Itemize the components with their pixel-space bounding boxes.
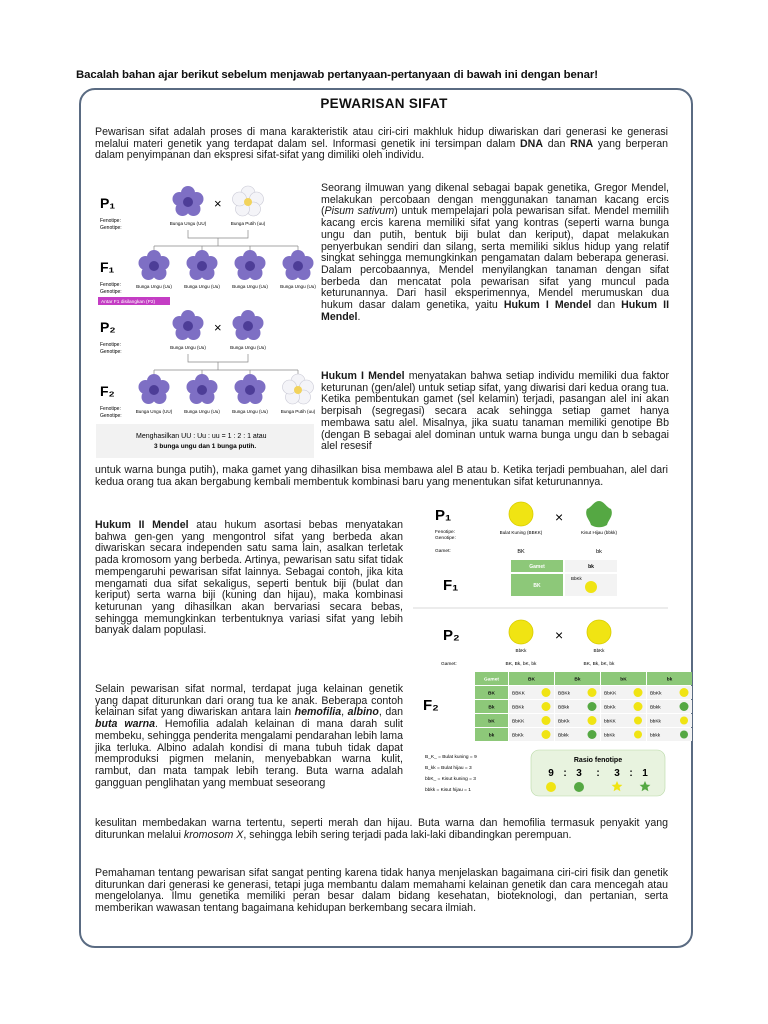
svg-text:BK: BK [533, 583, 541, 589]
seed-icon [588, 702, 597, 711]
grid-cell: bbkk [650, 733, 661, 739]
gamet-label: Gamet: [435, 549, 451, 554]
flower-purple-icon [139, 250, 170, 280]
grid-cell: BBKk [558, 691, 570, 697]
grid-header-cell: bK [620, 677, 627, 683]
grid-row-head: bk [488, 733, 495, 739]
svg-text:×: × [555, 627, 564, 643]
svg-text:Bunga Ungu (Uu): Bunga Ungu (Uu) [184, 409, 220, 414]
svg-text:Gamet:: Gamet: [441, 662, 457, 667]
svg-text:Bunga Ungu (Uu): Bunga Ungu (Uu) [232, 284, 268, 289]
svg-text:BbKk: BbKk [571, 576, 582, 581]
seed-icon [680, 717, 688, 725]
grid-cell: Bbkk [558, 733, 569, 739]
hukum1-paragraph: Hukum I Mendel menyatakan bahwa setiap individu memiliki dua faktor keturunan (gen/alel) untuk setiap sifat, yang diwarisi dari kedua orang tua. Ketika pembentukan gamet (sel kelamin) terjadi, pasangan alel ini akan berpisah (segregasi) secara acak sehingga setiap gamet hanya membawa satu alel. Misalnya, jika suatu tanaman memiliki genotipe Bb (dengan B sebagai alel dominan untuk warna bunga ungu dan b sebagai alel resesif [321, 370, 669, 453]
p1-label: P₁ [435, 507, 452, 524]
grid-cell: BBkk [558, 705, 570, 711]
seed-icon [680, 731, 688, 739]
seed-yellow-round-icon [509, 620, 533, 644]
seed-icon [542, 730, 551, 739]
grid-cell: BbKk [604, 705, 616, 711]
rasio-title: Rasio fenotipe [573, 757, 623, 764]
grid-row-head: BK [488, 691, 495, 697]
seed-icon [680, 688, 689, 697]
seed-yellow-round-icon [509, 502, 533, 526]
ratio-legend [425, 754, 477, 793]
svg-text:BK, Bk, bK, bk: BK, Bk, bK, bk [583, 662, 615, 667]
svg-text:9: 9 [548, 768, 554, 779]
flower-purple-icon [173, 186, 204, 216]
seed-icon [634, 717, 642, 725]
result-line2: 3 bunga ungu dan 1 bunga putih. [154, 443, 257, 450]
flower-purple-icon [187, 250, 218, 280]
svg-text:×: × [214, 320, 222, 335]
f1-label: F₁ [443, 577, 459, 594]
svg-text:bk: bk [588, 564, 594, 570]
f2-label: F₂ [423, 697, 439, 714]
f2-label: F₂ [100, 383, 115, 399]
svg-text:Genotipe:: Genotipe: [100, 349, 122, 355]
svg-text:Bunga Ungu (Uu): Bunga Ungu (Uu) [230, 345, 266, 350]
seed-green-round-icon [574, 782, 584, 792]
seed-icon [588, 716, 597, 725]
grid-cell: BbKk [512, 733, 524, 739]
grid-cell: Bbkk [650, 705, 661, 711]
svg-text::: : [596, 768, 600, 779]
intro-paragraph: Pewarisan sifat adalah proses di mana karakteristik atau ciri-ciri makhluk hidup diwariskan dari generasi ke generasi melalui materi genetik yang terdapat dalam sel. Informasi genetik ini tersimpan dalam DNA dan RNA yang berperan dalam penyimpanan dan ekspresi sifat-sifat yang dimiliki oleh individu. [95, 126, 669, 162]
antar-label: Antar F1 disilangkan (P2) [101, 300, 156, 305]
flower-purple-icon [139, 374, 170, 404]
grid-cell: bbKk [650, 719, 661, 725]
fenotipe-label: Fenotipe: [100, 218, 121, 224]
flower-purple-icon [235, 250, 266, 280]
svg-text:Bunga Ungu (Uu): Bunga Ungu (Uu) [170, 345, 206, 350]
seed-green-wrinkled-icon [586, 501, 612, 527]
grid-row-head: Bk [488, 705, 495, 711]
svg-text:B_K_ = Bulat kuning = 9: B_K_ = Bulat kuning = 9 [425, 755, 477, 760]
svg-text:Bunga Ungu (Uu): Bunga Ungu (Uu) [184, 284, 220, 289]
grid-cell: bbKk [604, 733, 615, 739]
svg-text:BbKk: BbKk [593, 648, 605, 653]
svg-text:Bunga Ungu (Uu): Bunga Ungu (Uu) [136, 284, 172, 289]
svg-text:BK, Bk, bK, bk: BK, Bk, bK, bk [505, 662, 537, 667]
flower-purple-icon [173, 310, 204, 340]
svg-text::: : [629, 768, 633, 779]
svg-text:BK: BK [517, 549, 525, 555]
p2-label: P₂ [100, 319, 116, 335]
flower-label: Bunga Putih (uu) [230, 221, 266, 226]
flower-purple-icon [187, 374, 218, 404]
svg-text:3: 3 [614, 768, 620, 779]
grid-cell: BBKK [512, 691, 525, 697]
f1-label: F₁ [100, 259, 115, 275]
genotipe-label: Genotipe: [435, 536, 456, 541]
hukum2-paragraph: Hukum II Mendel atau hukum asortasi bebas menyatakan bahwa gen-gen yang mengontrol sifat yang berbeda akan diwariskan secara independen satu sama lain, asalkan terletak pada kromosom yang berbeda. Artinya, pewarisan satu sifat tidak mempengaruhi pewarisan sifat lainnya. Sebagai contoh, jika kita mengamati dua sifat sekaligus, seperti bentuk biji (bulat dan keriput) serta warna biji (kuning dan hijau), maka kombinasi keturunan yang dihasilkan akan bervariasi secara bebas, sehingga memungkinkan terbentuknya variasi sifat yang lebih banyak dalam populasi. [95, 519, 403, 637]
svg-text:Bunga Ungu (Uu): Bunga Ungu (Uu) [232, 409, 268, 414]
seed-icon [588, 730, 597, 739]
grid-header-cell: bk [666, 677, 673, 683]
flower-white-icon [283, 374, 314, 404]
grid-header-cell: Gamet [484, 677, 499, 683]
genotipe-label: Genotipe: [100, 289, 122, 295]
grid-cell: BBKk [512, 705, 524, 711]
grid-cell: BbKK [604, 691, 617, 697]
seed-icon [634, 731, 642, 739]
seed-icon [680, 702, 689, 711]
seed-icon [542, 688, 551, 697]
svg-text:Fenotipe:: Fenotipe: [100, 342, 121, 348]
svg-text:bk: bk [596, 549, 602, 555]
grid-cell: BbKK [512, 719, 525, 725]
seed-icon [634, 702, 643, 711]
fenotipe-label: Fenotipe: [435, 530, 456, 535]
grid-header-cell: BK [528, 677, 535, 683]
svg-text:bbkk = Kisut hijau = 1: bbkk = Kisut hijau = 1 [425, 788, 471, 793]
svg-text:BbKk: BbKk [515, 648, 527, 653]
flower-white-icon [233, 186, 264, 216]
svg-text:B_kk = Bulat hijau = 3: B_kk = Bulat hijau = 3 [425, 766, 472, 771]
seed-icon [542, 716, 551, 725]
instruction: Bacalah bahan ajar berikut sebelum menjawab pertanyaan-pertanyaan di bawah ini dengan benar! [76, 69, 598, 81]
flower-purple-icon [283, 250, 314, 280]
svg-text:×: × [555, 509, 564, 525]
hukum1-paragraph-cont: untuk warna bunga putih), maka gamet yang dihasilkan bisa membawa alel B atau b. Ketika terjadi pembuahan, alel dari kedua orang tua akan bergabung kembali membentuk kombinasi baru yang menentukan sifat keturunannya. [95, 464, 668, 488]
svg-text:Bulat Kuning (BBKK): Bulat Kuning (BBKK) [499, 530, 543, 535]
penutup-paragraph: Pemahaman tentang pewarisan sifat sangat penting karena tidak hanya menjelaskan bagaimana ciri-ciri fisik dan genetik diturunkan dari generasi ke generasi, tetapi juga membantu dalam memahami kelainan genetik dan cara mencegah atau mengelolanya. Ilmu genetika memiliki peran besar dalam bidang kesehatan, bioteknologi, dan pertanian, serta memberikan wawasan tentang bagaimana kehidupan berkembang secara ilmiah. [95, 867, 668, 915]
cross-symbol: × [214, 196, 222, 211]
seed-yellow-round-icon [587, 620, 611, 644]
page-title: PEWARISAN SIFAT [320, 96, 448, 111]
seed-yellow-round-icon [546, 782, 556, 792]
fenotipe-label: Fenotipe: [100, 282, 121, 288]
monohybrid-figure [96, 180, 314, 458]
mendel-paragraph: Seorang ilmuwan yang dikenal sebagai bapak genetika, Gregor Mendel, melakukan percobaan dengan menggunakan tanaman kacang ercis (Pisum sativum) untuk mempelajari pola pewarisan sifat. Mendel memilih kacang ercis karena memiliki sifat yang kontras (seperti warna bunga ungu dan putih, bentuk biji bulat dan keriput), dapat melakukan penyerbukan sendiri dan silang, serta memiliki siklus hidup yang relatif singkat sehingga memungkinkan pengamatan dalam beberapa generasi. Dalam percobaannya, Mendel menyilangkan tanaman dengan sifat berbeda dan mencatat pola pewarisan sifat yang muncul pada keturunannya. Dari hasil eksperimennya, Mendel merumuskan dua hukum dasar dalam genetika, yaitu Hukum I Mendel dan Hukum II Mendel. [321, 182, 670, 323]
genotipe-label: Genotipe: [100, 225, 122, 231]
seed-icon [542, 702, 551, 711]
svg-text:Gamet: Gamet [529, 564, 545, 570]
seed-icon [588, 688, 597, 697]
p1-label: P₁ [100, 195, 116, 211]
punnett-grid [475, 672, 692, 741]
svg-text:3: 3 [576, 768, 582, 779]
dihybrid-figure [413, 500, 673, 805]
svg-text:Bunga Ungu (UU): Bunga Ungu (UU) [135, 409, 173, 414]
seed-icon [634, 688, 643, 697]
grid-header-cell: Bk [574, 677, 581, 683]
svg-text:Fenotipe:: Fenotipe: [100, 406, 121, 412]
grid-row-head: bK [488, 719, 495, 725]
svg-text:1: 1 [642, 768, 648, 779]
p2-label: P₂ [443, 627, 460, 644]
svg-text:Bunga Putih (uu): Bunga Putih (uu) [280, 409, 316, 414]
kelainan-paragraph-cont: kesulitan membedakan warna tertentu, seperti merah dan hijau. Buta warna dan hemofilia termasuk penyakit yang diturunkan melalui kromosom X, sehingga lebih sering terjadi pada laki-laki dibandingkan perempuan. [95, 817, 668, 841]
svg-text:bbK_ = Kisut kuning = 3: bbK_ = Kisut kuning = 3 [425, 777, 476, 782]
svg-text:Bunga Ungu (Uu): Bunga Ungu (Uu) [280, 284, 316, 289]
grid-cell: BbKk [650, 691, 662, 697]
svg-text:Genotipe:: Genotipe: [100, 413, 122, 419]
grid-cell: BbKk [558, 719, 570, 725]
svg-text::: : [563, 768, 567, 779]
flower-purple-icon [235, 374, 266, 404]
grid-cell: bbKK [604, 719, 616, 725]
flower-purple-icon [233, 310, 264, 340]
svg-text:Kisut Hijau (bbkk): Kisut Hijau (bbkk) [581, 530, 617, 535]
flower-label: Bunga Ungu (UU) [169, 221, 207, 226]
kelainan-paragraph: Selain pewarisan sifat normal, terdapat juga kelainan genetik yang dapat diturunkan dari orang tua ke anak. Beberapa contoh kelainan sifat yang diwariskan antara lain hemofilia, albino, dan buta warna. Hemofilia adalah kelainan di mana darah sulit membeku, sehingga penderita mengalami pendarahan lebih lama jika terluka. Albino adalah kondisi di mana tubuh tidak dapat memproduksi pigmen melanin, menyebabkan warna kulit, rambut, dan mata tampak lebih terang. Buta warna adalah gangguan penglihatan yang membuat seseorang [95, 683, 404, 789]
result-line1: Menghasilkan UU : Uu : uu = 1 : 2 : 1 atau [136, 433, 267, 440]
